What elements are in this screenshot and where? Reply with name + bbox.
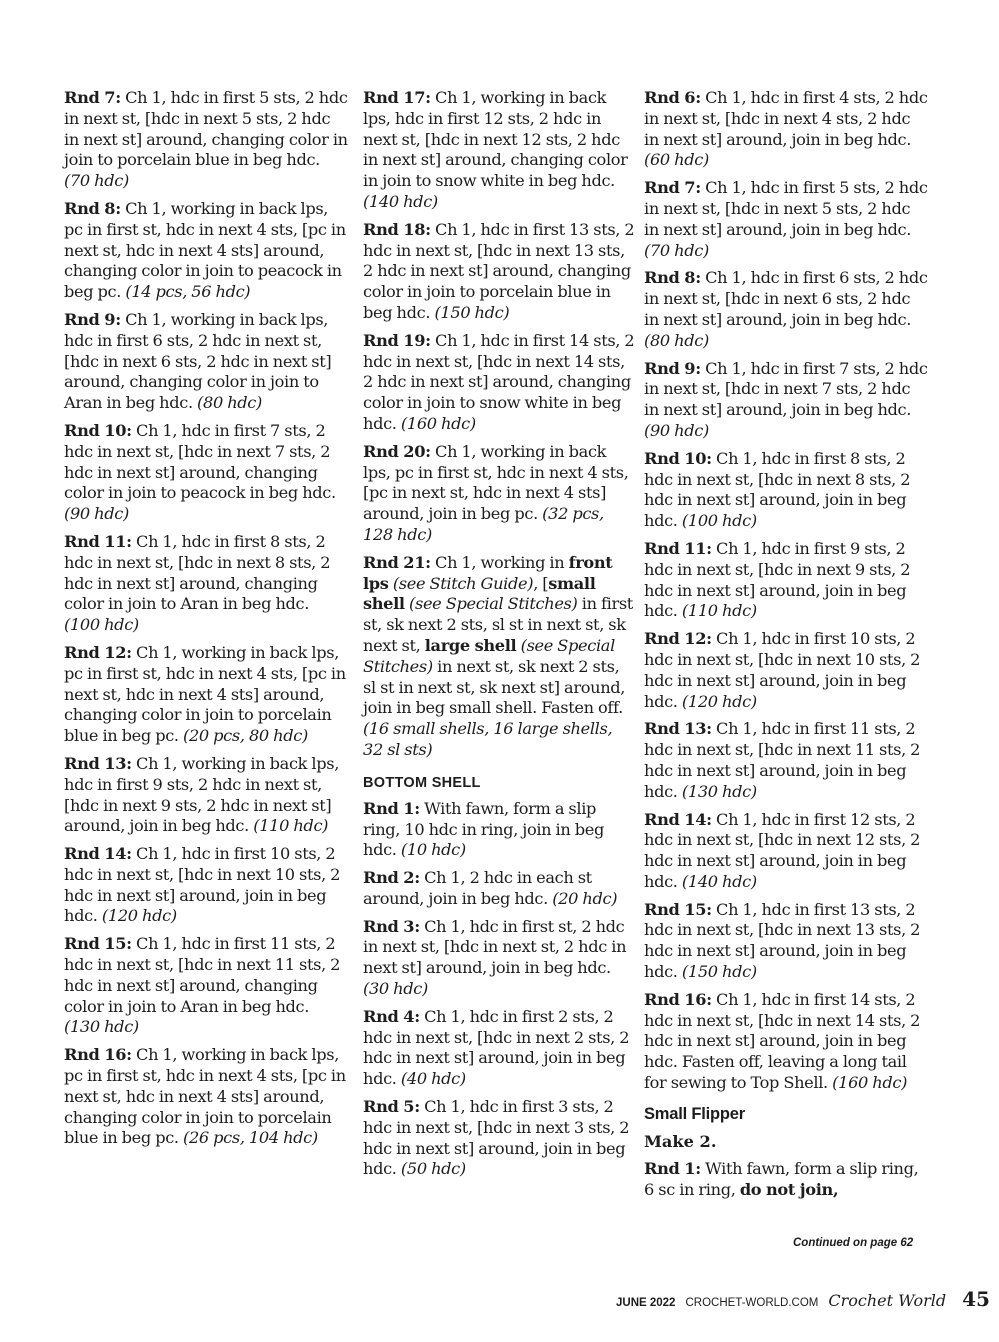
round-instruction: Rnd 13: Ch 1, working in back lps, hdc in first 9 sts, 2 hdc in next st, [hdc in next 9 sts, 2 hdc in next st] around, join in beg hdc. (110 hdc) xyxy=(64,753,340,836)
round-instruction: Rnd 13: Ch 1, hdc in first 11 sts, 2 hdc in next st, [hdc in next 11 sts, 2 hdc in next st] around, join in beg hdc. (130 hdc) xyxy=(644,719,921,801)
section-heading-small-flipper: Small Flipper xyxy=(644,1104,746,1123)
continued-note: Continued on page 62 xyxy=(793,1237,914,1249)
round-instruction: Rnd 6: Ch 1, hdc in first 4 sts, 2 hdc in next st, [hdc in next 4 sts, 2 hdc in next st] around, join in beg hdc. (60 hdc) xyxy=(644,88,928,170)
page-number: 45 xyxy=(962,1287,990,1311)
round-instruction: Rnd 21: Ch 1, working in front lps (see Stitch Guide), [small shell (see Special Stitches) in first st, sk next 2 sts, sl st in next st, sk next st, large shell (see Special Stitches) in next st, sk next 2 sts, sl st in next st, sk next st] around, join in beg small shell. Fasten off. (16 small shells, 16 large shells, 32 sl sts) xyxy=(363,552,633,759)
round-instruction: Rnd 9: Ch 1, hdc in first 7 sts, 2 hdc in next st, [hdc in next 7 sts, 2 hdc in next st] around, join in beg hdc. (90 hdc) xyxy=(644,358,928,440)
column-middle xyxy=(363,88,635,1187)
round-instruction: Rnd 15: Ch 1, hdc in first 13 sts, 2 hdc in next st, [hdc in next 13 sts, 2 hdc in next st] around, join in beg hdc. (150 hdc) xyxy=(644,899,921,982)
round-instruction: Rnd 10: Ch 1, hdc in first 7 sts, 2 hdc in next st, [hdc in next 7 sts, 2 hdc in next st] around, changing color in join to peacock in beg hdc. (90 hdc) xyxy=(64,420,336,524)
round-instruction: Rnd 12: Ch 1, working in back lps, pc in first st, hdc in next 4 sts, [pc in next st, hdc in next 4 sts] around, changing color in join to porcelain blue in beg pc. (20 pcs, 80 hdc) xyxy=(64,642,346,746)
footer-magazine-name: Crochet World xyxy=(828,1291,947,1310)
round-instruction: Rnd 12: Ch 1, hdc in first 10 sts, 2 hdc in next st, [hdc in next 10 sts, 2 hdc in next st] around, join in beg hdc. (120 hdc) xyxy=(644,629,921,711)
round-instruction: Rnd 16: Ch 1, hdc in first 14 sts, 2 hdc in next st, [hdc in next 14 sts, 2 hdc in next st] around, join in beg hdc. Fasten off, leaving a long tail for sewing to Top Shell. (160 hdc) xyxy=(644,989,921,1093)
round-instruction: Rnd 11: Ch 1, hdc in first 9 sts, 2 hdc in next st, [hdc in next 9 sts, 2 hdc in next st] around, join in beg hdc. (110 hdc) xyxy=(644,538,911,621)
round-instruction: Rnd 11: Ch 1, hdc in first 8 sts, 2 hdc in next st, [hdc in next 8 sts, 2 hdc in next st] around, changing color in join to Aran in beg hdc. (100 hdc) xyxy=(64,531,331,635)
round-instruction: Rnd 7: Ch 1, hdc in first 5 sts, 2 hdc in next st, [hdc in next 5 sts, 2 hdc in next st] around, join in beg hdc. (70 hdc) xyxy=(644,178,928,260)
make-count: Make 2. xyxy=(644,1131,717,1151)
round-instruction: Rnd 3: Ch 1, hdc in first st, 2 hdc in next st, [hdc in next st, 2 hdc in next st] around, join in beg hdc. (30 hdc) xyxy=(363,916,627,999)
round-instruction: Rnd 14: Ch 1, hdc in first 12 sts, 2 hdc in next st, [hdc in next 12 sts, 2 hdc in next st] around, join in beg hdc. (140 hdc) xyxy=(644,809,921,891)
column-right xyxy=(644,88,929,1207)
section-heading-bottom-shell: BOTTOM SHELL xyxy=(363,774,481,791)
round-instruction: Rnd 8: Ch 1, working in back lps, pc in first st, hdc in next 4 sts, [pc in next st, hdc in next 4 sts] around, changing color in join to peacock in beg pc. (14 pcs, 56 hdc) xyxy=(64,198,346,302)
round-instruction: Rnd 2: Ch 1, 2 hdc in each st around, join in beg hdc. (20 hdc) xyxy=(363,868,618,908)
round-instruction: Rnd 1: With fawn, form a slip ring, 6 sc in ring, do not join, xyxy=(644,1158,919,1199)
round-instruction: Rnd 19: Ch 1, hdc in first 14 sts, 2 hdc in next st, [hdc in next 14 sts, 2 hdc in next st] around, changing color in join to snow white in beg hdc. (160 hdc) xyxy=(363,330,635,433)
round-instruction: Rnd 20: Ch 1, working in back lps, pc in first st, hdc in next 4 sts, [pc in next st, hdc in next 4 sts] around, join in beg pc. (32 pcs, 128 hdc) xyxy=(363,441,629,544)
round-instruction: Rnd 5: Ch 1, hdc in first 3 sts, 2 hdc in next st, [hdc in next 3 sts, 2 hdc in next st] around, join in beg hdc. (50 hdc) xyxy=(363,1097,630,1179)
round-instruction: Rnd 4: Ch 1, hdc in first 2 sts, 2 hdc in next st, [hdc in next 2 sts, 2 hdc in next st] around, join in beg hdc. (40 hdc) xyxy=(363,1006,630,1089)
round-instruction: Rnd 9: Ch 1, working in back lps, hdc in first 6 sts, 2 hdc in next st, [hdc in next 6 sts, 2 hdc in next st] around, changing color in join to Aran in beg hdc. (80 hdc) xyxy=(64,309,332,413)
round-instruction: Rnd 10: Ch 1, hdc in first 8 sts, 2 hdc in next st, [hdc in next 8 sts, 2 hdc in next st] around, join in beg hdc. (100 hdc) xyxy=(644,448,911,531)
round-instruction: Rnd 1: With fawn, form a slip ring, 10 hdc in ring, join in beg hdc. (10 hdc) xyxy=(363,798,604,860)
round-instruction: Rnd 8: Ch 1, hdc in first 6 sts, 2 hdc in next st, [hdc in next 6 sts, 2 hdc in next st] around, join in beg hdc. (80 hdc) xyxy=(644,268,928,350)
column-left xyxy=(64,88,349,1156)
page-footer xyxy=(616,1287,990,1313)
round-instruction: Rnd 14: Ch 1, hdc in first 10 sts, 2 hdc in next st, [hdc in next 10 sts, 2 hdc in next st] around, join in beg hdc. (120 hdc) xyxy=(64,844,341,926)
round-instruction: Rnd 18: Ch 1, hdc in first 13 sts, 2 hdc in next st, [hdc in next 13 sts, 2 hdc in next st] around, changing color in join to porcelain blue in beg hdc. (150 hdc) xyxy=(363,219,635,322)
round-instruction: Rnd 15: Ch 1, hdc in first 11 sts, 2 hdc in next st, [hdc in next 11 sts, 2 hdc in next st] around, changing color in join to Aran in beg hdc. (130 hdc) xyxy=(64,934,341,1037)
footer-website: CROCHET-WORLD.COM xyxy=(685,1297,819,1309)
round-instruction: Rnd 16: Ch 1, working in back lps, pc in first st, hdc in next 4 sts, [pc in next st, hdc in next 4 sts] around, changing color in join to porcelain blue in beg pc. (26 pcs, 104 hdc) xyxy=(64,1045,346,1148)
round-instruction: Rnd 7: Ch 1, hdc in first 5 sts, 2 hdc in next st, [hdc in next 5 sts, 2 hdc in next st] around, changing color in join to porcelain blue in beg hdc. (70 hdc) xyxy=(64,88,348,191)
round-instruction: Rnd 17: Ch 1, working in back lps, hdc in first 12 sts, 2 hdc in next st, [hdc in next 12 sts, 2 hdc in next st] around, changing color in join to snow white in beg hdc. (140 hdc) xyxy=(363,88,628,211)
footer-date: JUNE 2022 xyxy=(616,1297,676,1309)
